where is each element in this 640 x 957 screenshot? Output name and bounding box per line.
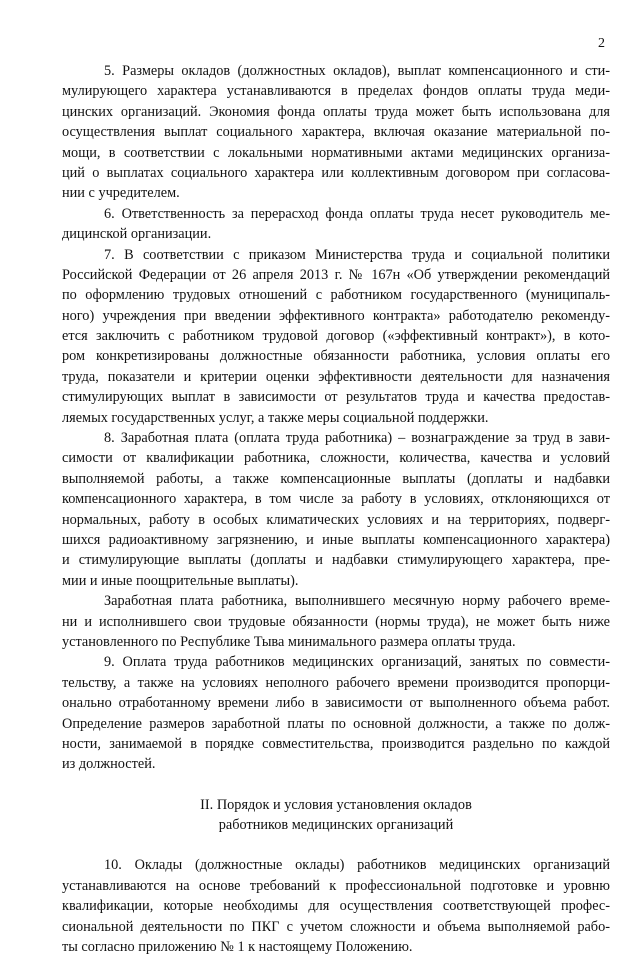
heading-line: II. Порядок и условия установления окладов bbox=[200, 796, 472, 813]
text-line: и стимулирующие выплаты (доплаты и надбавки стимулирующего характера, пре- bbox=[62, 552, 610, 569]
text-line: 7. В соответствии с приказом Министерства труда и социальной политики bbox=[104, 246, 610, 263]
text-line: мощи, в соответствии с локальными нормативными актами медицинских организа- bbox=[62, 144, 610, 161]
text-line: ты согласно приложению № 1 к настоящему Положению. bbox=[62, 939, 413, 956]
text-line: стимулирующих выплат в зависимости от результатов труда и качества предостав- bbox=[62, 389, 610, 406]
text-line: устанавливаются на основе требований к профессиональной подготовке и уровню bbox=[62, 877, 610, 894]
text-line: симости от квалификации работника, сложности, количества, качества и условий bbox=[62, 450, 610, 467]
spacer bbox=[62, 775, 610, 795]
text-line: выполняемой работы, а также компенсационные выплаты (доплаты и надбавки bbox=[62, 470, 610, 487]
text-line: мии и иные поощрительные выплаты). bbox=[62, 572, 299, 589]
text-line: ного) учреждения при введении эффективного контракта» работодателю рекоменду- bbox=[62, 307, 610, 324]
paragraph-9 bbox=[62, 652, 610, 774]
spacer bbox=[62, 835, 610, 855]
paragraph-10 bbox=[62, 855, 610, 957]
text-line: сиональной деятельности по ПКГ с учетом сложности и объема выполняемой рабо- bbox=[62, 918, 610, 935]
text-line: 9. Оплата труда работников медицинских организаций, занятых по совмести- bbox=[104, 654, 610, 671]
text-line: ется заключить с работником трудовой договор («эффективный контракт»), в кото- bbox=[62, 328, 610, 345]
text-line: 10. Оклады (должностные оклады) работников медицинских организаций bbox=[104, 857, 610, 874]
text-line: квалификации, которые необходимы для осуществления соответствующей профес- bbox=[62, 898, 610, 915]
text-line: тельству, а также на условиях неполного рабочего времени производится пропорци- bbox=[62, 674, 610, 691]
text-line: онально отработанному времени либо в зависимости от выполненного объема работ. bbox=[62, 695, 610, 712]
text-line: шихся радиоактивному загрязнению, и иные выплаты компенсационного характера) bbox=[62, 531, 610, 548]
heading-line: работников медицинских организаций bbox=[218, 817, 454, 834]
text-line: Определение размеров заработной платы по основной должности, а также по долж- bbox=[62, 715, 610, 732]
paragraph-8-continued bbox=[62, 591, 610, 652]
text-line: из должностей. bbox=[62, 756, 156, 773]
text-line: ности, занимаемой в порядке совместительства, производится раздельно по каждой bbox=[62, 735, 610, 752]
text-line: по оформлению трудовых отношений с работником государственного (муниципаль- bbox=[62, 287, 610, 304]
text-line: труда, показатели и критерии оценки эффективности деятельности для назначения bbox=[62, 368, 610, 385]
text-line: осуществления выплат социального характера, включая оказание материальной по- bbox=[62, 124, 610, 141]
text-line: Заработная плата работника, выполнившего месячную норму рабочего време- bbox=[104, 593, 610, 610]
section-heading bbox=[62, 795, 610, 836]
page-number: 2 bbox=[598, 36, 605, 51]
text-line: ром конкретизированы должностные обязанности работника, условия оплаты его bbox=[62, 348, 610, 365]
text-line: мулирующего характера устанавливаются в пределах фондов оплаты труда меди- bbox=[62, 83, 610, 100]
text-line: ций о выплатах социального характера или коллективным договором при согласова- bbox=[62, 164, 610, 181]
text-line: 6. Ответственность за перерасход фонда оплаты труда несет руководитель ме- bbox=[104, 205, 610, 222]
text-line: нии с учредителем. bbox=[62, 185, 180, 202]
paragraph-8 bbox=[62, 428, 610, 591]
text-line: цинских организаций. Экономия фонда оплаты труда может быть использована для bbox=[62, 103, 610, 120]
text-line: 8. Заработная плата (оплата труда работника) – вознаграждение за труд в зави- bbox=[104, 430, 610, 447]
document-body bbox=[62, 61, 610, 957]
text-line: Российской Федерации от 26 апреля 2013 г. № 167н «Об утверждении рекомендаций bbox=[62, 266, 610, 283]
text-line: ни и исполнившего свои трудовые обязанности (нормы труда), не может быть ниже bbox=[62, 613, 610, 630]
text-line: нормальных, работу в особых климатических условиях и на территориях, подверг- bbox=[62, 511, 610, 528]
paragraph-7 bbox=[62, 245, 610, 429]
text-line: дицинской организации. bbox=[62, 226, 212, 243]
paragraph-6 bbox=[62, 204, 610, 245]
text-line: 5. Размеры окладов (должностных окладов), выплат компенсационного и сти- bbox=[104, 63, 610, 79]
text-line: ляемых государственных услуг, а также меры социальной поддержки. bbox=[62, 409, 489, 426]
text-line: компенсационного характера, в том числе за работу в условиях, отклоняющихся от bbox=[62, 491, 610, 508]
text-line: установленного по Республике Тыва минимального размера оплаты труда. bbox=[62, 633, 516, 650]
paragraph-5 bbox=[62, 61, 610, 204]
